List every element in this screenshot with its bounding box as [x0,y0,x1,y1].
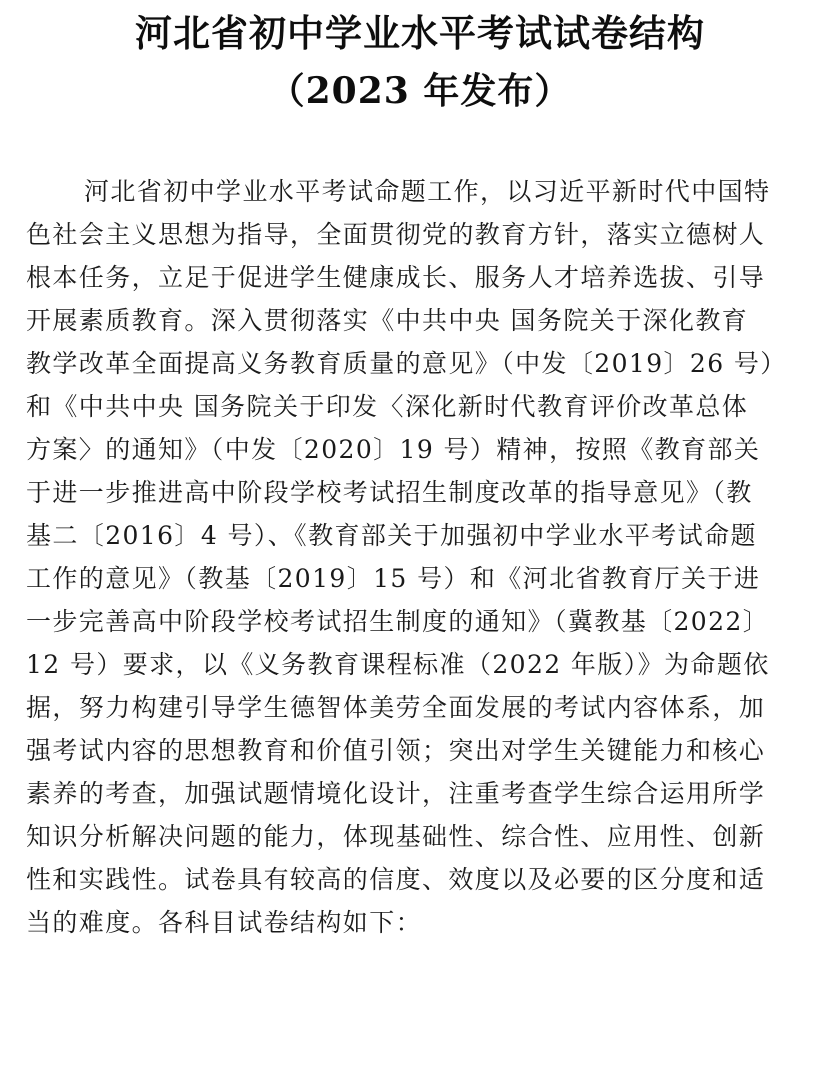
paragraph-line: 开展素质教育。深入贯彻落实《中共中央 国务院关于深化教育 [26,306,749,335]
paragraph-line: 性和实践性。试卷具有较高的信度、效度以及必要的区分度和适 [26,865,766,894]
paragraph-line: 素养的考查，加强试题情境化设计，注重考查学生综合运用所学 [26,779,766,808]
document-title: 河北省初中学业水平考试试卷结构 [135,11,705,55]
paragraph-line: 于进一步推进高中阶段学校考试招生制度改革的指导意见》（教 [26,478,753,507]
paragraph-line: 强考试内容的思想教育和价值引领；突出对学生关键能力和核心 [26,736,766,765]
paragraph-line: 工作的意见》（教基〔2019〕15 号）和《河北省教育厅关于进 [26,564,761,593]
paragraph-line: 知识分析解决问题的能力，体现基础性、综合性、应用性、创新 [26,822,766,851]
paragraph-line: 和《中共中央 国务院关于印发〈深化新时代教育评价改革总体 [26,392,749,421]
paragraph-line: 一步完善高中阶段学校考试招生制度的通知》（冀教基〔2022〕 [26,607,770,636]
paragraph-line: 色社会主义思想为指导，全面贯彻党的教育方针，落实立德树人 [26,220,766,249]
paragraph-line: 12 号）要求，以《义务教育课程标准（2022 年版）》为命题依 [26,650,770,679]
paragraph-line: 基二〔2016〕4 号）、《教育部关于加强初中学业水平考试命题 [26,521,757,550]
paragraph-line: 根本任务，立足于促进学生健康成长、服务人才培养选拔、引导 [26,263,766,292]
paragraph-line: 河北省初中学业水平考试命题工作，以习近平新时代中国特 [84,177,771,206]
paragraph-line: 教学改革全面提高义务教育质量的意见》（中发〔2019〕26 号） [26,349,787,378]
document-subtitle: （2023 年发布） [268,70,572,112]
paragraph-line: 当的难度。各科目试卷结构如下： [26,908,423,937]
paragraph-line: 据，努力构建引导学生德智体美劳全面发展的考试内容体系，加 [26,693,766,722]
paragraph-line: 方案〉的通知》（中发〔2020〕19 号）精神，按照《教育部关 [26,435,761,464]
